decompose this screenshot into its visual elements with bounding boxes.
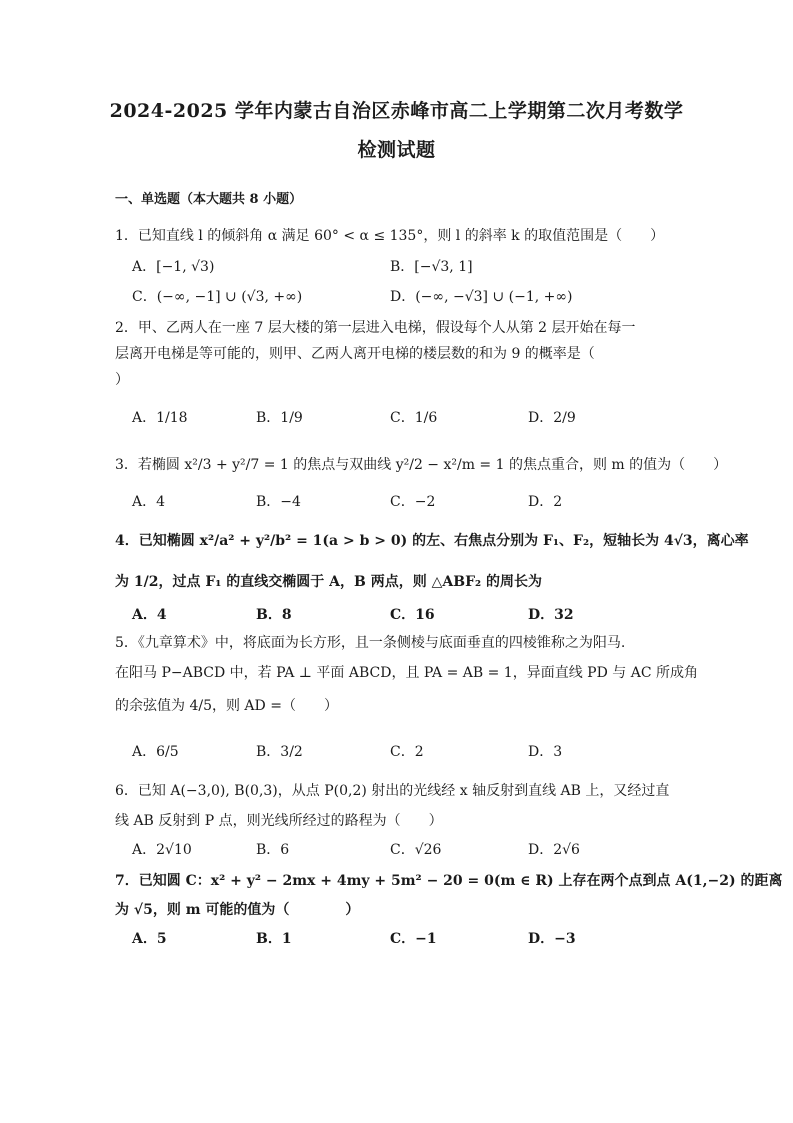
question-4-option-b: B．8 [256, 607, 292, 623]
exam-title-line-1: 2024-2025 学年内蒙古自治区赤峰市高二上学期第二次月考数学 [109, 100, 684, 122]
question-5-option-d: D．3 [528, 744, 563, 760]
question-6-option-b: B．6 [256, 842, 290, 858]
question-6-option-c: C．√26 [390, 842, 442, 858]
question-2-stem-line-3: ） [115, 372, 129, 388]
question-7-option-d: D．−3 [528, 931, 576, 947]
question-5-option-a: A．6/5 [132, 744, 179, 760]
question-5-option-b: B．3/2 [256, 744, 303, 760]
question-5-stem-line-2: 在阳马 P−ABCD 中，若 PA ⊥ 平面 ABCD，且 PA = AB = 1，异面直线 PD 与 AC 所成角 [115, 665, 698, 681]
question-2-stem-line-1: 2．甲、乙两人在一座 7 层大楼的第一层进入电梯，假设每个人从第 2 层开始在每一 [115, 320, 636, 336]
question-2-stem-line-2: 层离开电梯是等可能的，则甲、乙两人离开电梯的楼层数的和为 9 的概率是（ [115, 346, 595, 362]
question-3-stem: 3．若椭圆 x²/3 + y²/7 = 1 的焦点与双曲线 y²/2 − x²/m = 1 的焦点重合，则 m 的值为（ ） [115, 457, 728, 473]
question-6-stem-line-2: 线 AB 反射到 P 点，则光线所经过的路程为（ ） [115, 813, 443, 829]
question-4-option-a: A．4 [132, 607, 167, 623]
question-2-option-a: A．1/18 [132, 410, 188, 426]
question-1-option-d: D．(−∞, −√3] ∪ (−1, +∞) [390, 289, 573, 305]
question-1-option-c: C．(−∞, −1] ∪ (√3, +∞) [132, 289, 303, 305]
question-1-option-a: A．[−1, √3) [132, 259, 215, 275]
question-2-option-c: C．1/6 [390, 410, 438, 426]
question-5-stem-line-3: 的余弦值为 4/5，则 AD =（ ） [115, 698, 338, 714]
question-4-stem-line-2: 为 1/2，过点 F₁ 的直线交椭圆于 A，B 两点，则 △ABF₂ 的周长为 [115, 574, 543, 590]
question-1-option-b: B．[−√3, 1] [390, 259, 473, 275]
question-6-stem-line-1: 6．已知 A(−3,0), B(0,3)，从点 P(0,2) 射出的光线经 x 轴反射到直线 AB 上，又经过直 [115, 783, 670, 799]
question-4-stem-line-1: 4．已知椭圆 x²/a² + y²/b² = 1(a > b > 0) 的左、右焦点分别为 F₁、F₂，短轴长为 4√3，离心率 [115, 533, 749, 549]
question-3-option-b: B．−4 [256, 494, 301, 510]
section-heading: 一、单选题（本大题共 8 小题） [115, 192, 303, 207]
question-4-option-c: C．16 [390, 607, 435, 623]
question-2-option-d: D．2/9 [528, 410, 576, 426]
question-6-option-a: A．2√10 [132, 842, 192, 858]
question-1-stem: 1．已知直线 l 的倾斜角 α 满足 60° < α ≤ 135°，则 l 的斜率 k 的取值范围是（ ） [115, 228, 665, 244]
exam-title-line-2: 检测试题 [357, 139, 436, 161]
question-5-stem-line-1: 5．《九章算术》中，将底面为长方形，且一条侧棱与底面垂直的四棱锥称之为阳马. [115, 635, 626, 651]
question-7-stem-line-1: 7．已知圆 C：x² + y² − 2mx + 4my + 5m² − 20 = 0(m ∈ R) 上存在两个点到点 A(1,−2) 的距离 [115, 873, 783, 889]
question-5-option-c: C．2 [390, 744, 424, 760]
question-6-option-d: D．2√6 [528, 842, 580, 858]
question-7-option-a: A．5 [132, 931, 167, 947]
question-3-option-d: D．2 [528, 494, 563, 510]
question-7-option-b: B．1 [256, 931, 292, 947]
question-4-option-d: D．32 [528, 607, 574, 623]
question-2-option-b: B．1/9 [256, 410, 303, 426]
question-7-stem-line-2: 为 √5，则 m 可能的值为（ ） [115, 902, 360, 918]
question-7-option-c: C．−1 [390, 931, 437, 947]
question-3-option-c: C．−2 [390, 494, 436, 510]
question-3-option-a: A．4 [132, 494, 166, 510]
